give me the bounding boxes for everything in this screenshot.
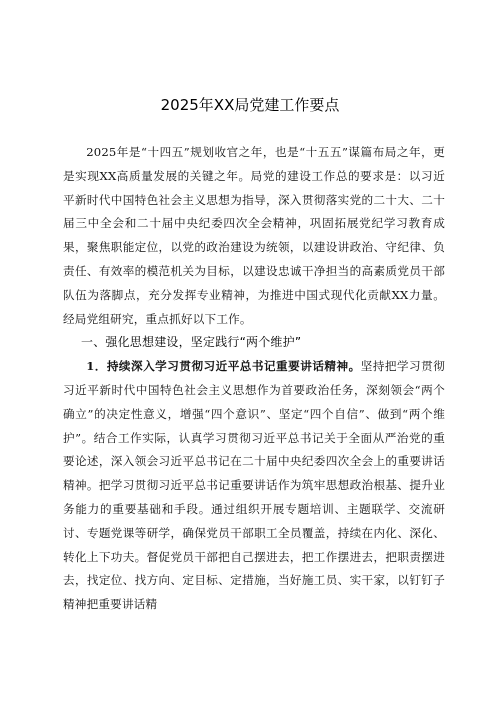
item-title: 1．持续深入学习贯彻习近平总书记重要讲话精神。 (86, 359, 361, 374)
item-paragraph (63, 355, 445, 617)
document-body (63, 141, 445, 617)
item-body: 坚持把学习贯彻习近平新时代中国特色社会主义思想作为首要政治任务，深刻领会“两个确立”的决定性意义，增强“四个意识”、坚定“四个自信”、做到“两个维护”。结合工作实际，认真学习贯彻习近平总书记关于全面从严治党的重要论述，深入领会习近平总书记在二十届中央纪委四次全会上的重要讲话精神。把学习贯彻习近平总书记重要讲话作为筑牢思想政治根基、提升业务能力的重要基础和手段。通过组织开展专题培训、主题联学、交流研讨、专题党课等研学，确保党员干部职工全员覆盖，持续在内化、深化、转化上下功夫。督促党员干部把自己摆进去，把工作摆进去，把职责摆进去，找定位、找方向、定目标、定措施，当好施工员、实干家，以钉钉子精神把重要讲话精 (63, 359, 446, 612)
document-title: 2025年XX局党建工作要点 (160, 96, 340, 114)
section-heading: 一、强化思想建设，坚定践行“两个维护” (81, 335, 302, 350)
intro-paragraph: 2025年是“十四五”规划收官之年，也是“十五五”谋篇布局之年，更是实现XX高质量发展的关键之年。局党的建设工作总的要求是：以习近平新时代中国特色社会主义思想为指导，深入贯彻落实党的二十大、二十届三中全会和二十届中央纪委四次全会精神，巩固拓展党纪学习教育成果，聚焦职能定位，以党的政治建设为统领，以建设讲政治、守纪律、负责任、有效率的模范机关为目标，以建设忠诚干净担当的高素质党员干部队伍为落脚点，充分发挥专业精神，为推进中国式现代化贡献XX力量。经局党组研究，重点抓好以下工作。 (63, 145, 445, 326)
